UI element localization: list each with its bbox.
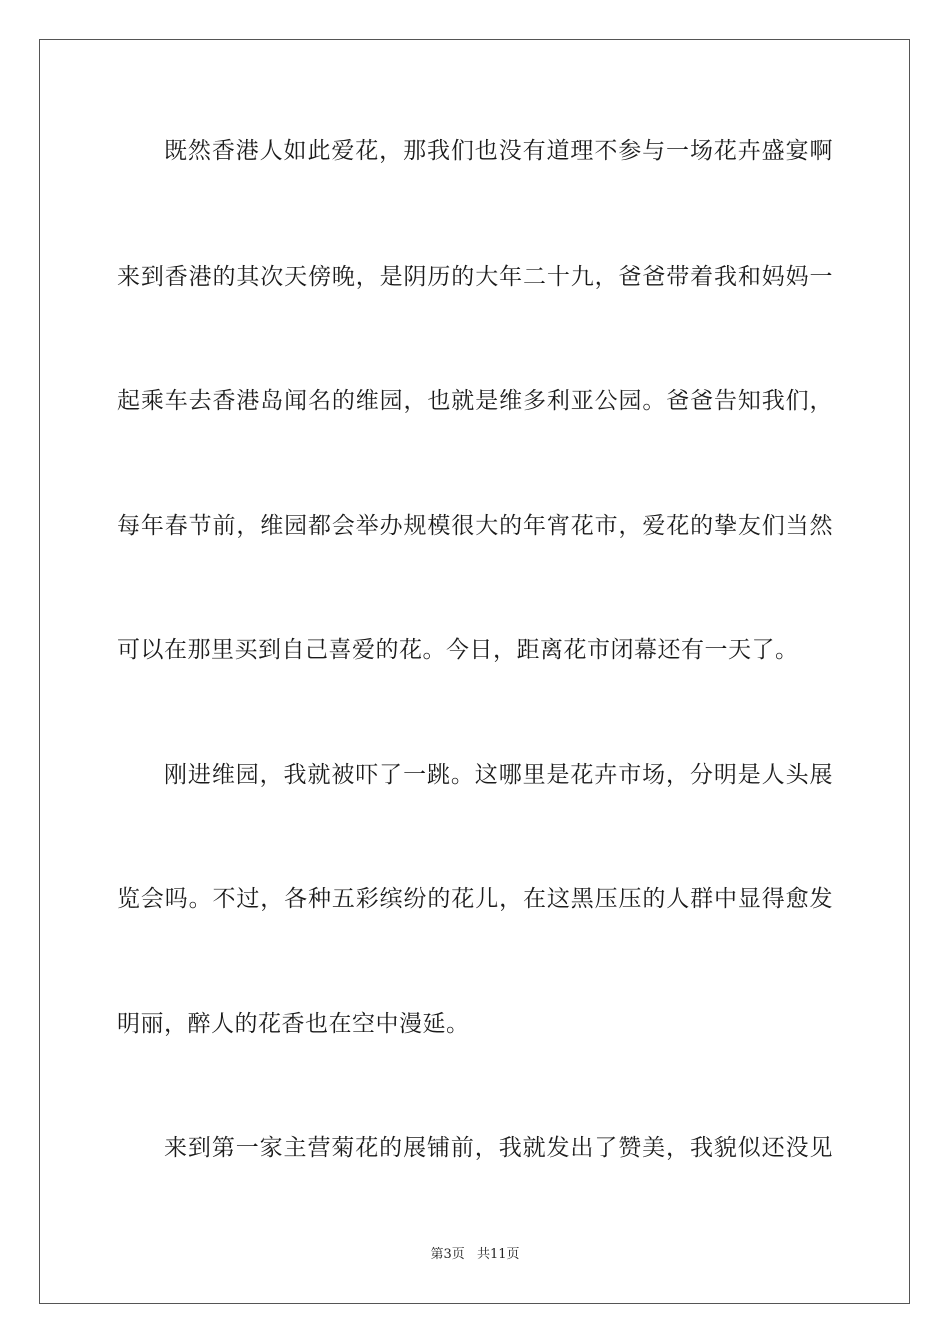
page-number: 第3页 bbox=[430, 1247, 465, 1262]
paragraph-line: 览会吗。不过，各种五彩缤纷的花儿，在这黑压压的人群中显得愈发 bbox=[117, 886, 833, 912]
page-border bbox=[39, 39, 910, 1304]
paragraph-line: 来到第一家主营菊花的展铺前，我就发出了赞美，我貌似还没见 bbox=[164, 1135, 833, 1161]
paragraph-line: 刚进维园，我就被吓了一跳。这哪里是花卉市场，分明是人头展 bbox=[164, 762, 833, 788]
paragraph-line: 每年春节前，维园都会举办规模很大的年宵花市，爱花的挚友们当然 bbox=[117, 513, 833, 539]
paragraph-line: 来到香港的其次天傍晚，是阴历的大年二十九，爸爸带着我和妈妈一 bbox=[117, 264, 833, 290]
paragraph-line: 明丽，醉人的花香也在空中漫延。 bbox=[117, 1011, 470, 1037]
paragraph-line: 可以在那里买到自己喜爱的花。今日，距离花市闭幕还有一天了。 bbox=[117, 637, 799, 663]
paragraph-line: 起乘车去香港岛闻名的维园，也就是维多利亚公园。爸爸告知我们， bbox=[117, 388, 833, 414]
paragraph-line: 既然香港人如此爱花，那我们也没有道理不参与一场花卉盛宴啊 bbox=[164, 138, 833, 164]
page-total: 共11页 bbox=[476, 1247, 520, 1262]
page-footer bbox=[0, 1247, 950, 1263]
